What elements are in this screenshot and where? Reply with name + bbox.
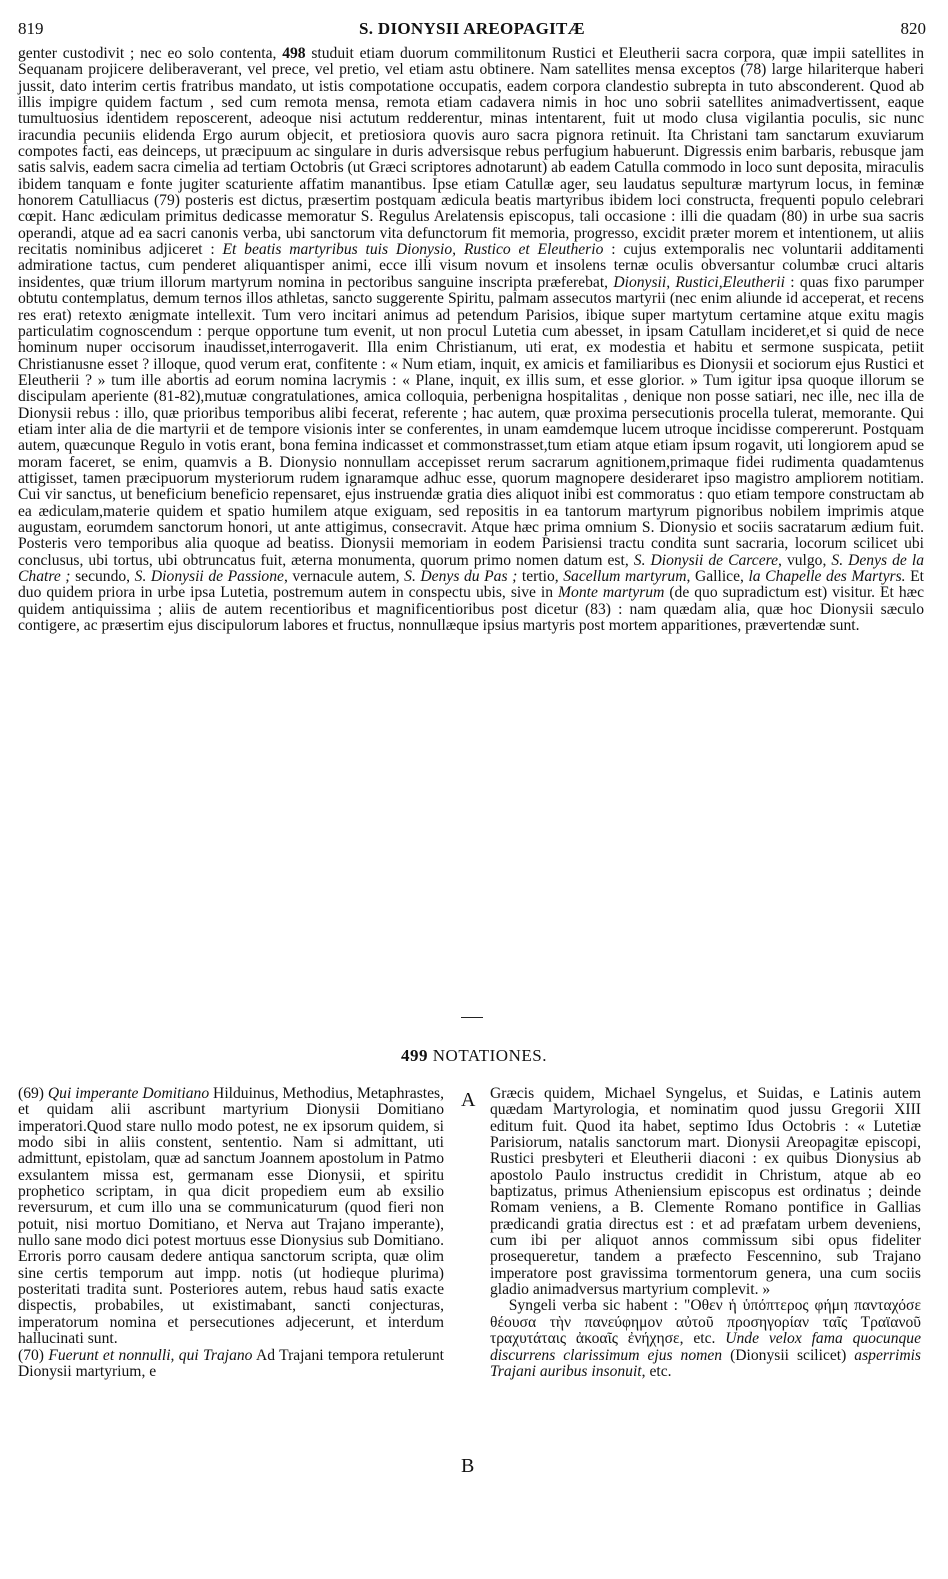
notes-right-column	[490, 1086, 921, 1380]
section-title: NOTATIONES.	[428, 1046, 547, 1065]
text-run: : quas fixo parumper obtutu contemplatus, demum ternos illos athletas, sancto suggerente Spiritu, palmam assecutos martyrii (nec enim aliunde id acceperat, et recens res erat) retexto ænigmate intellexit. Tum vero incitari animus ad petendum Parisios, ibique super martytum certamine atque exitu magis particulatim cognoscendum : perque opportune tum evenit, ut non procul Lutetia cum abesset, in ipsam Catullam incideret,et si quid de nece hominum nuper occisorum inaudisset,interrogaverit. Illa enim Christianum, uti erat, ex modestia et habitu et sermone suspicata, petiit Christianusne esset ? illoque, quod verum erat, confitente : « Num etiam, inquit, ex amicis et familiaribus es Dionysii et sociorum ejus Rustici et Eleutherii ? » tum ille abortis ad eorum nomina lacrymis : « Plane, inquit, ex illis sum, et esse glorior. » Tum igitur ipsa quoque illorum se discipulam aperiente (81-82),mutuæ congratulationes, amica colloquia, perbenigna hospitalitas , denique non posse satiari, nec ille, nec illa de Dionysii rebus : illo, quæ prioribus temporibus alibi fecerat, referente ; hac autem, quæ proxima persecutionis procella tulerat, memorante. Qui etiam inter alia de die martyrii et de tempore visionis inter se conferentes, in unam eamdemque lucem utroque incidisse compererunt. Postquam autem, quæcunque Regulo in votis erant, bona femina indicasset et commonstrasset,tum etiam atque etiam ipsum rogavit, uti longiorem apud se moram faceret, se enim, quamvis a B. Dionysio nonnullam accepisset rerum sacrarum agnitionem,primaque fidei rudimenta quadamtenus attigisset, tamen præcipuorum mysteriorum rudem ignaramque adhuc esse, quorum magnopere desideraret ipso magistro ampliorem notitiam. Cui vir sanctus, ut beneficium beneficio repensaret, ejus instruendæ gratia dies aliquot inibi est commoratus : quo etiam tempore constructam ab ea ædiculam,materie quidem et spatio humilem atque exiguam, sed repositis in ea tantorum martyrum pignoribus nobilem imprimis atque augustam, eorumdem sanctorum honori, ut ante attigimus, consecravit. Atque hæc prima omnium S. Dionysio et sociis sacratarum ædium fuit. Posteris vero temporibus alia quoque ad beatiss. Dionysii memoriam in eodem Parisiensi tractu condita sunt sacraria, locorum scilicet ubi conclusus, ubi tortus, ubi obtruncatus fuit, æterna monumenta, quorum primo nomen datum est,	[18, 273, 924, 569]
running-title: S. DIONYSII AREOPAGITÆ	[359, 19, 585, 38]
main-paragraph	[18, 46, 924, 634]
notes-left-column	[18, 1086, 444, 1380]
text-run: tertio,	[517, 568, 564, 585]
note-lemma: Qui imperante Domitiano	[47, 1085, 210, 1102]
note-69	[18, 1086, 444, 1348]
italic-run: S. Dionysii de Carcere	[633, 551, 779, 569]
italic-run: S. Denys de la Chatre ;	[18, 551, 924, 585]
note-continuation: Græcis quidem, Michael Syngelus, et Suidas, e Latinis autem quædam Martyrologia, et nominatim quod jussu Gregorii XIII editum fuit. Quod ita habet, septimo Idus Octobris : « Lutetiæ Parisiorum, natalis sanctorum mart. Dionysii Areopagitæ episcopi, Rustici presbyteri et Eleutherii diaconi : ex quibus Dionysius ab apostolo Paulo instructus credidit in Christum, atque ab eo baptizatus, primus Atheniensium episcopus est ordinatus ; deinde Romam veniens, a B. Clemente Romano pontifice in Gallias prædicandi gratia directus est : et ad præfatam urbem deveniens, cum ibi per aliquot annos commissum sibi opus fideliter prosequeretur, tandem a præfecto Fescennino, sub Trajano imperatore post gravissima tormentorum genera, una cum sociis gladio animadversus martyrium complevit. »	[490, 1085, 921, 1299]
note-number: (69)	[18, 1085, 48, 1102]
section-marker-498: 498	[282, 45, 306, 62]
note-70	[18, 1348, 444, 1381]
margin-marker-b: B	[461, 1455, 475, 1477]
italic-run: S. Denys du Pas ;	[404, 568, 518, 585]
page-number-left: 819	[18, 19, 44, 38]
section-divider	[461, 1017, 483, 1018]
italic-run: Sacellum martyrum	[563, 568, 687, 585]
note-text: Syngeli verba sic habent :	[508, 1297, 684, 1315]
text-run: secundo,	[70, 568, 135, 585]
text-run: (de quo supradictum est) visitur. Et hæc quidem antiquissima ; aliis de autem recentioribus et magnificentioribus post dicetur (83) : nam quædam alia, quæ hoc Dionysii sæculo contigere, ac præsertim ejus discipulorum labores et fructus, nonnullæque ipsius martyris post mortem apparitiones, prævertendæ sunt.	[18, 584, 924, 635]
italic-run: Dionysii, Rustici,Eleutherii	[613, 273, 785, 291]
text-run: Et duo quidem priora in urbe ipsa Lutetia, postremum autem in conspectu ubis, sive in	[18, 568, 924, 602]
note-number: (70)	[18, 1346, 49, 1364]
note-text: , etc.	[641, 1362, 672, 1380]
text-run: studuit etiam duorum commilitonum Rustici et Eleutherii sacra corpora, quæ impii satellites in Sequanam projicere deliberaverant, vel prece, vel pretio, vel etiam astu obtinere. Nam satellites mensa exceptos (78) large hilariterque haberi jussit, dato interim certis fratribus mandato, ut istis compotatione occupatis, eadem corpora clandestio subrepta in tuto absconderent. Quod ab illis impigre quidem factum , sed cum remota mensa, remota etiam cadavera nimis in hoc uno sobrii satellites animadvertissent, eaque tumultuosius identidem reposcerent, adeoque nisi actutum redderentur, minas intentarent, fuit ut modo clusa vigilantia poculis, sic nunc iracundia pecuniis elidenda Ergo aurum objecit, et pretiosiora quovis auro sacra pignora retinuit. Ita Christani tam sanctarum exuviarum compotes facti, eas deinceps, ut præcipuum ac singulare in duris adversisque rebus perfugium habuerunt. Digressis enim barbaris, rebusque jam satis salvis, eadem sacra cimelia ad tertiam Octobris (ut Græci scriptores adnotarunt) ab eadem Catulla commodo in loco sunt deposita, miraculis ibidem tanquam e fonte jugiter scaturiente affatim manantibus. Ipse etiam Catullæ ager, seu laudatus sepulturæ martyrum locus, in feminæ honorem Catulliacus (79) posteris est dictus, præsertim postquam ædicula beatis martyribus ibidem loci constructa, frequenti populo celebrari cœpit. Hanc ædiculam primitus dedicasse memoratur S. Regulus Arelatensis episcopus, tali occasione : illi die quadam (80) in urbe sua sacris operandi, atque ad ea sacri canonis verba, ubi sanctorum vita defunctorum fit memoria, progresso, excidit præter morem et intentionem, ut aliis recitatis nominibus adjiceret :	[18, 45, 924, 259]
italic-run: Et beatis martyribus tuis Dionysio, Rustico et Eleutherio	[222, 241, 604, 259]
margin-marker-a: A	[461, 1089, 476, 1111]
syngelus-quote	[490, 1298, 921, 1380]
section-number: 499	[401, 1046, 429, 1065]
italic-run: S. Dionysii de Passione	[134, 568, 284, 585]
italic-run: asperrimis Trajani auribus insonuit	[490, 1346, 921, 1380]
greek-quote: "Οθεν ἡ ὑπόπτερος φήμη πανταχόσε θέουσα τὴν πανεύφημον αὐτοῦ προσηγορίαν ταῖς Τραϊανοῦ τραχυτάταις ἀκοαῖς ἐνήχησε,	[490, 1297, 921, 1348]
main-text	[18, 46, 924, 634]
note-lemma: Fuerunt et nonnulli, qui Trajano	[48, 1346, 253, 1364]
text-run: , vernacule autem,	[283, 568, 405, 585]
running-header	[18, 16, 926, 42]
page-number-right: 820	[900, 19, 926, 38]
text-run: , vulgo,	[778, 551, 832, 569]
section-heading	[0, 1046, 948, 1066]
note-text: etc.	[683, 1330, 726, 1348]
note-text: Hilduinus, Methodius, Metaphrastes, et quidam alii ascribunt martyrium Dionysii Domitiano imperatori.Quod stare nullo modo potest, ne ex ipsorum quidem, si modo sibi in aliis constent, sententio. Nam si admittant, uti admittunt, epistolam, quæ ad sanctum Joannem apostolum in Patmo exsulantem missa est, germanam esse Dionysii, et spiritu prophetico scriptam, in qua dicit propediem eum ab exsilio reversurum, et cum illo una se communicaturum (quod fieri non potuit, nisi mortuo Domitiano, et Nerva aut Trajano imperante), nullo sane modo dici potest mortuus esse Dionysius sub Domitiano. Erroris porro causam dedere antiqua sanctorum scripta, quæ olim sine certis temporum aut impp. notis (ut hodieque plurima) posteritati tradita sunt. Posteriores autem, rebus haud satis exacte dispectis, probabiles, ut existimabant, sancti conjecturas, imperatorum nomina et persecutiones adjecerunt, et interdum hallucinati sunt.	[18, 1085, 444, 1348]
text-run: : cujus extemporalis nec voluntarii additamenti admiratione tactus, cum penderet aliquantisper animi, ecce illi visum novum et insolens ternæ oculis obversantur columbæ cruci altaris insidentes, quæ trium illorum martyrum nomina in pectoribus sanguine inscripta præferebat,	[18, 241, 924, 291]
italic-run: la Chapelle des Martyrs.	[748, 568, 906, 585]
italic-run: Monte martyrum	[558, 584, 665, 602]
note-text: (Dionysii scilicet)	[722, 1346, 855, 1364]
italic-run: Unde velox fama quocunque discurrens clarissimum ejus nomen	[490, 1330, 922, 1364]
text-run: genter custodivit ; nec eo solo contenta,	[18, 45, 283, 62]
text-run: , Gallice,	[686, 568, 749, 585]
note-text: Ad Trajani tempora retulerunt Dionysii martyrium, e	[18, 1346, 444, 1380]
